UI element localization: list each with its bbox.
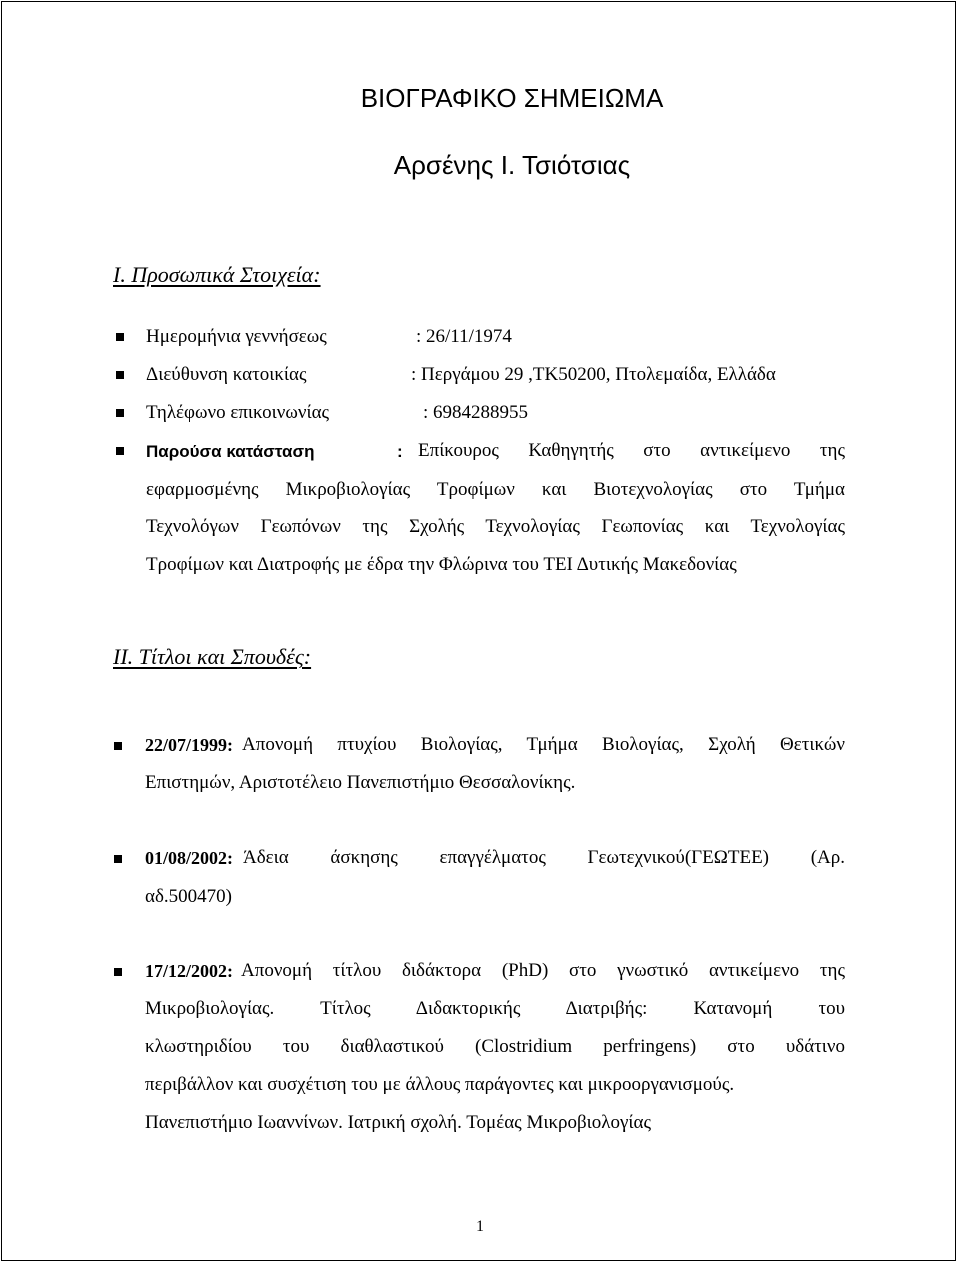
study-line-1-2: Επιστημών, Αριστοτέλειο Πανεπιστήμιο Θεσσαλονίκης. xyxy=(145,772,576,793)
status-line-1: Επίκουρος Καθηγητής στο αντικείμενο της xyxy=(418,440,845,461)
dob-value: : 26/11/1974 xyxy=(416,326,512,347)
person-name: Αρσένης Ι. Τσιότσιας xyxy=(393,150,631,180)
phone-label: Τηλέφωνο επικοινωνίας xyxy=(146,402,330,423)
study-line-3-4: περιβάλλον και συσχέτιση του με άλλους παράγοντες και μικροοργανισμούς. xyxy=(145,1074,735,1095)
study-date-1: 22/07/1999: xyxy=(145,735,233,755)
study-line-3-3: κλωστηριδίου του διαθλαστικού (Clostridium perfringens) στο υδάτινο xyxy=(145,1036,845,1057)
study-line-3-5: Πανεπιστήμιο Ιωαννίνων. Ιατρική σχολή. Τομέας Μικροβιολογίας xyxy=(145,1112,651,1133)
study-line-2-2: αδ.500470) xyxy=(145,886,232,907)
status-colon: : xyxy=(397,442,403,461)
bullet-icon xyxy=(116,447,124,455)
dob-label: Ημερομήνια γεννήσεως xyxy=(146,326,327,347)
study-date-2: 01/08/2002: xyxy=(145,848,233,868)
status-line-2: εφαρμοσμένης Μικροβιολογίας Τροφίμων και Βιοτεχνολογίας στο Τμήμα xyxy=(146,479,845,500)
page-border xyxy=(1,1,956,1261)
phone-value: : 6984288955 xyxy=(423,402,529,423)
bullet-icon xyxy=(116,333,124,341)
status-line-4: Τροφίμων και Διατροφής με έδρα την Φλώρινα του ΤΕΙ Δυτικής Μακεδονίας xyxy=(146,554,737,575)
status-label: Παρούσα κατάσταση xyxy=(146,442,315,461)
bullet-icon xyxy=(116,409,124,417)
study-line-1-1: Απονομή πτυχίου Βιολογίας, Τμήμα Βιολογίας, Σχολή Θετικών xyxy=(242,734,845,755)
section-studies-heading: ΙΙ. Τίτλοι και Σπουδές: xyxy=(113,644,312,669)
address-label: Διεύθυνση κατοικίας xyxy=(146,364,307,385)
page-number: 1 xyxy=(476,1218,484,1235)
bullet-icon xyxy=(114,968,122,976)
section-personal-heading: Ι. Προσωπικά Στοιχεία: xyxy=(113,262,321,287)
status-line-3: Τεχνολόγων Γεωπόνων της Σχολής Τεχνολογίας Γεωπονίας και Τεχνολογίας xyxy=(146,516,845,537)
document-title: ΒΙΟΓΡΑΦΙΚΟ ΣΗΜΕΙΩΜΑ xyxy=(360,83,664,113)
bullet-icon xyxy=(116,371,124,379)
study-line-3-2: Μικροβιολογίας. Τίτλος Διδακτορικής Διατριβής: Κατανομή του xyxy=(145,998,845,1019)
study-date-3: 17/12/2002: xyxy=(145,961,233,981)
address-value: : Περγάμου 29 ,ΤΚ50200, Πτολεμαίδα, Ελλάδα xyxy=(411,364,776,385)
study-line-2-1: Άδεια άσκησης επαγγέλματος Γεωτεχνικού(ΓΕΩΤΕΕ) (Αρ. xyxy=(243,847,845,868)
bullet-icon xyxy=(114,742,122,750)
study-line-3-1: Απονομή τίτλου διδάκτορα (PhD) στο γνωστικό αντικείμενο της xyxy=(241,960,845,981)
bullet-icon xyxy=(114,855,122,863)
